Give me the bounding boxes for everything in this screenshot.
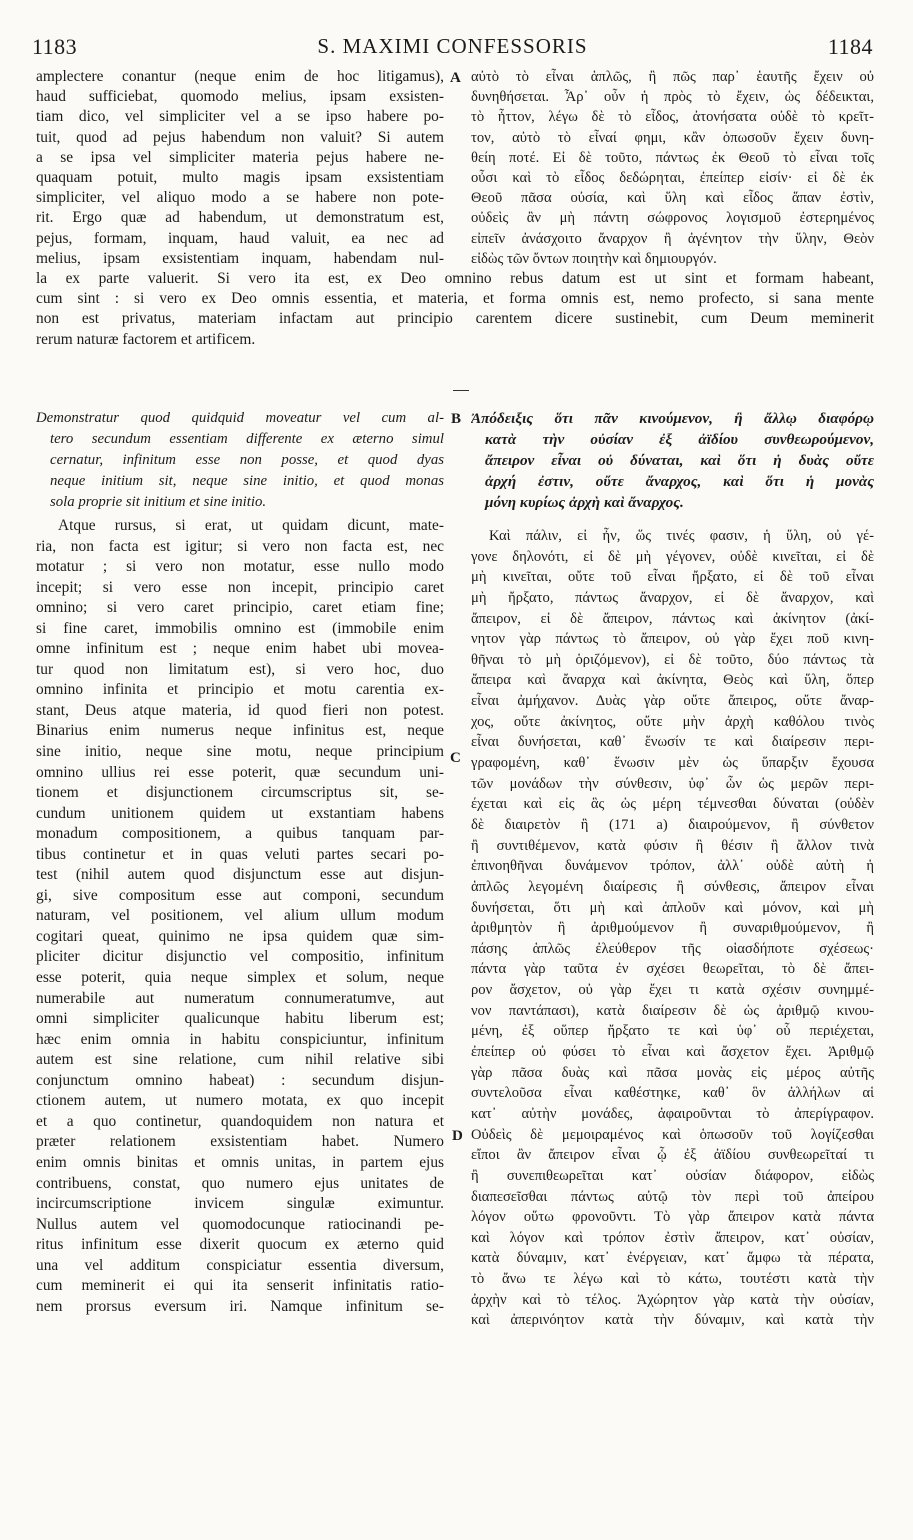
heading-line: Ἀπόδειξις ὅτι πᾶν κινούμενον, ἢ ἄλλῳ διαφόρῳ bbox=[471, 410, 874, 427]
text-line: incepit; si vero esse non incepit, principio caret bbox=[36, 578, 444, 596]
margin-marker-b: B bbox=[451, 411, 462, 427]
text-line: conjunctum omnino habeat) : secundum disjun- bbox=[36, 1071, 444, 1089]
text-line: gi, sive compositum esse aut componi, secundum bbox=[36, 886, 444, 904]
text-line: έχεται καὶ εἰς ἃς ὡς μέρη τέμνεσθαι δύναται (οὐδὲν bbox=[471, 796, 874, 813]
text-line: μὴ κινεῖται, οὔτε τοῦ εἶναι ἤρξατο, εἰ δὲ τοῦ εἶναι bbox=[471, 569, 874, 586]
text-line: τον, αὐτὸ τὸ εἶναί φημι, κἂν ὁπωσοῦν ἔχειν δυνη- bbox=[471, 129, 874, 146]
text-line: ρον ἄσχετον, οὐ γὰρ ἔχει τι κατὰ σχέσιν συνημμέ- bbox=[471, 982, 874, 999]
text-line: esse poterit, quia neque simplex et solum, neque bbox=[36, 969, 444, 987]
latin-column-top bbox=[36, 67, 444, 269]
text-line: omnino ullius rei esse poterit, quæ secundum uni- bbox=[36, 763, 444, 781]
greek-column-top bbox=[471, 67, 874, 269]
text-line: tionem et disjunctionem circumscriptus sit, se- bbox=[36, 784, 444, 802]
text-line: omne infinitum est ; neque enim habet ubi movea- bbox=[36, 640, 444, 658]
text-line: εἶναι ἀμήχανον. Δυὰς γὰρ οὔτε ἄπειρος, οὔτε ἄναρ- bbox=[471, 693, 874, 710]
text-line: καὶ λόγον καὶ τρόπον ἐστὶν ἄπειρον, κατ᾽ οὐσίαν, bbox=[471, 1229, 874, 1246]
text-line: οὐδεὶς ἂν μὴ πάντη σώφρονος λογισμοῦ ἐστερημένος bbox=[471, 210, 874, 227]
text-line: tur quod non limitatum est), si vero hoc, duo bbox=[36, 660, 444, 678]
heading-line: κατὰ τὴν οὐσίαν ἐξ ἀϊδίου συνθεωρούμενον, bbox=[485, 431, 874, 448]
text-line: Καὶ πάλιν, εἰ ἦν, ὥς τινές φασιν, ἡ ὕλη, οὐ γέ- bbox=[489, 528, 874, 544]
text-line: εἰδὼς τῶν ὄντων ποιητὴν καὶ δημιουργόν. bbox=[471, 250, 717, 267]
text-line: ἢ συνεπιθεωρεῖται κατ᾽ οὐσίαν διάφορον, εἰδὼς bbox=[471, 1167, 874, 1184]
text-line: tibus continetur et in quas veluti partes secari po- bbox=[36, 845, 444, 863]
text-line: συντελοῦσα εἶναι καθέστηκε, καθ᾽ ὃν ἀλλήλων αἱ bbox=[471, 1085, 874, 1102]
text-line: una vel additum conspiciatur essentia diversum, bbox=[36, 1256, 444, 1274]
text-line: hæc enim omnia in habitu conspiciuntur, infinitum bbox=[36, 1030, 444, 1048]
text-line: τὸ ἧττον, λέγω δὲ τὸ εἶδος, ἀτονήσατα οὐδὲ τὸ κρεῖτ- bbox=[471, 109, 874, 126]
text-line: χος, οὔτε ἀκίνητος, οὔτε μὴν ἀρχὴ καθόλου τινὸς bbox=[471, 713, 874, 730]
text-line: εἴποι ἂν ἄπειρον εἶναι ᾧ ἐξ ἀϊδίου συνθεωρεῖταί τι bbox=[471, 1147, 874, 1164]
text-line: ἀριθμητὸν ἢ ἀριθμούμενον ἢ συναριθμούμενον, ἢ bbox=[471, 920, 874, 937]
text-line: οὖσι καὶ τὸ εἶδος δεδώρηται, ἐπείπερ εἰσίν· εἰ δὲ ἐκ bbox=[471, 169, 874, 186]
text-line: ritus infinitum esse dixerit quocum ex æterno quid bbox=[36, 1236, 444, 1254]
text-line: τῶν μονάδων τὴν σύνθεσιν, ὑφ᾽ ὧν ὡς μερῶν περι- bbox=[471, 775, 874, 792]
text-line: ἢ συντιθέμενον, κατὰ φύσιν ἢ θέσιν ἢ ἄλλον τινὰ bbox=[471, 837, 874, 854]
text-line: rit. Ergo quæ ad habendum, ut demonstratum est, bbox=[36, 209, 444, 227]
text-line: διαπεσεῖσθαι πάντως αὐτῷ τὸν περὶ τοῦ ἀπείρου bbox=[471, 1188, 874, 1205]
text-line: melius, ipsam exsistentiam inquam, habendam nul- bbox=[36, 249, 444, 267]
text-line: πάντα γὰρ ταῦτα ἐν σχέσει θεωρεῖται, τὸ δὲ ἄπει- bbox=[471, 961, 874, 978]
text-line: γραφομένη, καθ᾽ ἕνωσιν μὲν ὡς ὕπαρξιν ἔχουσα bbox=[471, 755, 874, 772]
text-line: εἰπεῖν ἀνάσχοιτο ἄναρχον ἢ ἀγένητον τὴν ὕλην, Θεὸν bbox=[471, 230, 874, 247]
heading-line: ἀρχή ἐστιν, οὔτε ἄναρχος, καὶ ὅτι ἡ μονὰς bbox=[485, 473, 874, 490]
running-title: S. MAXIMI CONFESSORIS bbox=[317, 34, 588, 58]
text-line: δὲ διαιρετὸν ἢ (171 a) διαιρούμενον, ἢ σύνθετον bbox=[471, 816, 874, 833]
text-line: γὰρ πᾶσα δυὰς καὶ πᾶσα μονὰς εἰς μέρος αὐτῆς bbox=[471, 1064, 874, 1081]
text-line: νον παντάπασι), κατὰ διαίρεσιν δὲ ὡς ἀριθμῷ κινου- bbox=[471, 1002, 874, 1019]
text-line: omnino infinita et principio et motu carentia ex- bbox=[36, 681, 444, 699]
text-line: ἐπείπερ οὐ φύσει τὸ εἶναι καὶ ἄσχετον ἔχει. Ἀριθμῷ bbox=[471, 1044, 874, 1061]
text-line: contribuens, constat, quo numero ejus unitates de bbox=[36, 1174, 444, 1192]
text-line: Nullus autem vel quomodocunque ratiocinandi pe- bbox=[36, 1215, 444, 1233]
text-line: Binarius enim numerus neque infinitus est, neque bbox=[36, 722, 444, 740]
text-line: autem est sine relatione, cum nihil relative sibi bbox=[36, 1051, 444, 1069]
text-line: Οὐδεὶς δὲ μεμοιραμένος καὶ ὁπωσοῦν τοῦ λογίζεσθαι bbox=[471, 1126, 874, 1143]
section-divider bbox=[453, 390, 469, 391]
text-line: naturam, vel positionem, vel alium ullum modum bbox=[36, 907, 444, 925]
text-line: δυνήσεται, ὅτι μὴ καὶ ἁπλοῦν καὶ μόνον, καὶ μὴ bbox=[471, 899, 874, 916]
heading-line: sola proprie sit initium et sine initio. bbox=[50, 494, 267, 510]
text-line: quaquam potuit, multo magis ipsam exsistentiam bbox=[36, 168, 444, 186]
text-line: omni simpliciter qualicunque habitu liberum est; bbox=[36, 1010, 444, 1028]
latin-section-heading bbox=[36, 408, 444, 513]
text-line: si fine caret, immobilis omnino est (immobile enim bbox=[36, 619, 444, 637]
text-line: Θεοῦ πᾶσα οὐσία, καὶ ὕλη καὶ εἶδος ἅπαν ἐστὶν, bbox=[471, 190, 874, 207]
text-line: γονε δηλονότι, εἰ δὲ μὴ γέγονεν, οὐδὲ κινεῖται, εἰ δὲ bbox=[471, 548, 874, 565]
text-line: stant, Deus atque materia, id quod fieri non potest. bbox=[36, 701, 444, 719]
text-line: αὐτὸ τὸ εἶναι ἁπλῶς, ἢ πῶς παρ᾽ ἑαυτῆς ἔχειν οὐ bbox=[471, 69, 874, 85]
text-line: καὶ ἀπερινόητον κατὰ τὴν δύναμιν, καὶ κατὰ τὴν bbox=[471, 1312, 874, 1329]
text-line: haud sufficiebat, quomodo melius, ipsam exsisten- bbox=[36, 88, 444, 106]
text-line: ria, non facta est igitur; si vero non facta est, nec bbox=[36, 537, 444, 555]
text-line: θῆναι τὸ μὴ ὁριζόμενον), εἰ δὲ τοῦτο, δύο πάντως τὰ bbox=[471, 651, 874, 668]
margin-marker-d: D bbox=[452, 1128, 463, 1144]
text-line: πάσης ἁπλῶς ἐλεύθερον τῆς οἱασδήποτε σχέσεως· bbox=[471, 940, 874, 957]
text-line: non est privatus, materiam infactam aut principio carentem dicere sustinebit, cum Deum meminerit bbox=[36, 310, 874, 328]
text-line: pliciter dicitur disjunctio vel compositio, infinitum bbox=[36, 948, 444, 966]
heading-line: Demonstratur quod quidquid moveatur vel cum al- bbox=[36, 410, 444, 426]
text-line: amplectere conantur (neque enim de hoc litigamus), bbox=[36, 68, 444, 85]
heading-line: neque initium sit, neque sine initio, et quod monas bbox=[50, 473, 444, 489]
text-line: cogitari queat, quinimo ne ipsa quidem quæ sim- bbox=[36, 927, 444, 945]
text-line: θείη ποτέ. Εἰ δὲ τοῦτο, πάντως ἐκ Θεοῦ τὸ εἶναι τοῖς bbox=[471, 149, 874, 166]
text-line: tiam dico, vel simpliciter vel a se ipso habere po- bbox=[36, 108, 444, 126]
text-line: numerabile aut numeratum connumeratumve, aut bbox=[36, 989, 444, 1007]
page-header bbox=[32, 34, 873, 62]
text-line: la ex parte valuerit. Si vero ita est, ex Deo omnino rebus datum est ut sint et formam habeant, bbox=[36, 270, 874, 287]
text-line: tuit, quod ad pejus habendum non valuit? Si autem bbox=[36, 128, 444, 146]
greek-column-body bbox=[471, 526, 874, 1331]
text-line: ἁπλῶς λεγομένη διαίρεσις ἢ σύνθεσις, ἄπειρον εἶναι bbox=[471, 878, 874, 895]
text-line: sine initio, neque sine motu, neque principium bbox=[36, 743, 444, 761]
text-line: cundum unitionem quidem ut exstantiam habens bbox=[36, 804, 444, 822]
text-line: pejus, formam, inquam, haud valuit, ea nec ad bbox=[36, 229, 444, 247]
text-line: ctionem autem, ut numero motata, ex quo incepit bbox=[36, 1092, 444, 1110]
text-line: ἄπειρον, εἰ δὲ ἄπειρον, πάντως καὶ ἀκίνητον (ἀκί- bbox=[471, 610, 874, 627]
text-line: τὸ ἄνω τε λέγω καὶ τὸ κάτω, τουτέστι κατὰ τὴν bbox=[471, 1271, 874, 1288]
text-line: et a quo continetur, quandoquidem non natura et bbox=[36, 1112, 444, 1130]
text-line: Atque rursus, si erat, ut quidam dicunt, mate- bbox=[58, 517, 444, 534]
text-line: enim omnis binitas et omnis unitas, in partem ejus bbox=[36, 1153, 444, 1171]
text-line: rerum naturæ factorem et artificem. bbox=[36, 330, 256, 348]
margin-marker-c: C bbox=[450, 750, 461, 766]
text-line: nem prorsus eversum iri. Namque infinitum se- bbox=[36, 1297, 444, 1315]
text-line: νητον γὰρ πάντως τὸ ἄπειρον, οὐ γὰρ ἔχει ποῦ κινη- bbox=[471, 631, 874, 648]
text-line: ἐπινοηθῆναι δυνάμενον τρόπον, ἀλλ᾽ οὐδὲ αὐτὴ ἡ bbox=[471, 858, 874, 875]
text-line: præter relationem exsistentiam habet. Numero bbox=[36, 1133, 444, 1151]
text-line: κατὰ δύναμιν, κατ᾽ ἐνέργειαν, κατ᾽ ἄμφω τὰ πέρατα, bbox=[471, 1250, 874, 1267]
heading-line: tero secundum essentiam differente ex æterno simul bbox=[50, 431, 444, 447]
latin-column-body bbox=[36, 516, 444, 1317]
text-line: μὴ ἤρξατο, πάντως ἄναρχον, εἰ δὲ ἄναρχον, καὶ bbox=[471, 589, 874, 606]
text-line: incircumscriptione invicem singulæ eximuntur. bbox=[36, 1195, 444, 1213]
text-line: cum meminerit ei qui ita senserit infinitatis ratio- bbox=[36, 1277, 444, 1295]
text-line: λόγον οὕτω φρονοῦντι. Τὸ γὰρ ἄπειρον κατὰ πάντα bbox=[471, 1209, 874, 1226]
heading-line: cernatur, infinitum esse non posse, et quod dyas bbox=[50, 452, 444, 468]
heading-line: ἄπειρον εἶναι οὐ δύναται, καὶ ὅτι ἡ δυὰς οὔτε bbox=[485, 452, 874, 469]
text-line: test (nihil autem quod disjunctum esse aut disjun- bbox=[36, 866, 444, 884]
text-line: a se ipsa vel simpliciter materia pejus habere ne- bbox=[36, 148, 444, 166]
text-line: cum sint : si vero ex Deo omnis essentia, et materia, et forma omnis est, nemo profecto, si sana mente bbox=[36, 290, 874, 308]
page-number-left: 1183 bbox=[32, 34, 78, 59]
full-width-paragraph bbox=[36, 269, 874, 350]
greek-section-heading bbox=[471, 408, 874, 513]
text-line: κατ᾽ αὐτὴν μονάδες, ἀφαιροῦνται τὸ ἀπερίγραφον. bbox=[471, 1105, 874, 1122]
text-line: monadum compositionem, a quibus tanquam par- bbox=[36, 825, 444, 843]
page-number-right: 1184 bbox=[827, 34, 873, 59]
text-line: ἀρχὴν καὶ τὸ τέλος. Ἀχώρητον γὰρ κατὰ τὴν οὐσίαν, bbox=[471, 1291, 874, 1308]
text-line: ἄπειρα καὶ ἄναρχα καὶ ἀκίνητα, Θεὸς καὶ ὕλη, ὅπερ bbox=[471, 672, 874, 689]
heading-line: μόνη κυρίως ἀρχὴ καὶ ἄναρχος. bbox=[485, 494, 684, 511]
text-line: simpliciter, vel aliquo modo a se habere non pote- bbox=[36, 189, 444, 207]
text-line: omnino; si vero caret principio, caret etiam fine; bbox=[36, 599, 444, 617]
text-line: δυνηθήσεται. Ἆρ᾽ οὖν ἡ πρὸς τὸ ἔχειν, ὡς δέδεικται, bbox=[471, 89, 874, 106]
text-line: motatur ; si vero non motatur, esse nullo modo bbox=[36, 558, 444, 576]
text-line: εἶναι δυνήσεται, καθ᾽ ἕνωσίν τε καὶ διαίρεσιν περι- bbox=[471, 734, 874, 751]
text-line: μένη, ἐξ οὕπερ ἤρξατο τε καὶ ὑφ᾽ οὗ περιέχεται, bbox=[471, 1023, 874, 1040]
margin-marker-a: A bbox=[450, 70, 461, 86]
